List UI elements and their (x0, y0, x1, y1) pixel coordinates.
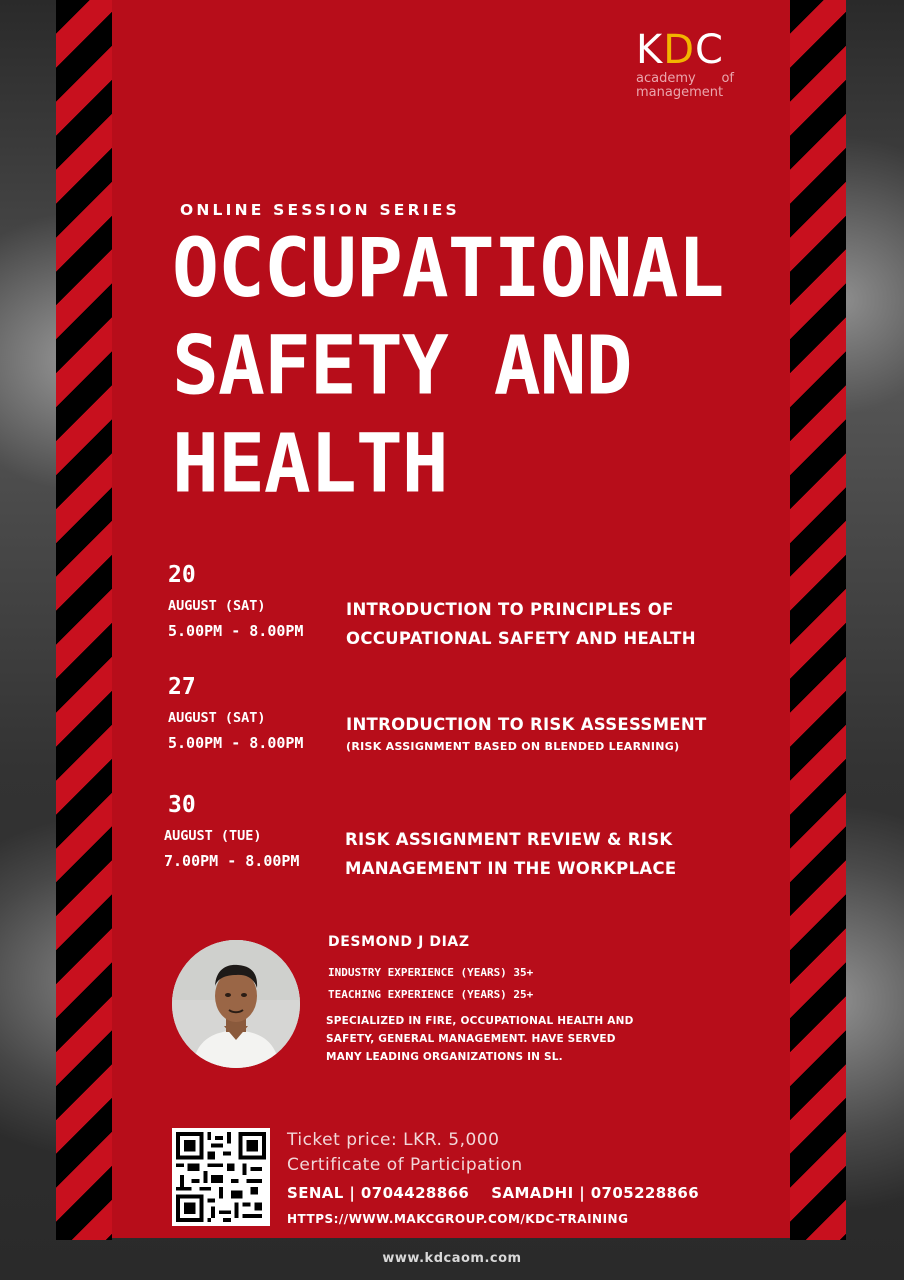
hazard-stripes-left (56, 0, 112, 1240)
session-day: 27 (168, 674, 196, 700)
session-date: AUGUST (SAT) (168, 598, 266, 614)
kdc-logo (636, 28, 746, 100)
session-date: AUGUST (SAT) (168, 710, 266, 726)
speaker-name: DESMOND J DIAZ (328, 934, 470, 950)
hazard-stripes-right (790, 0, 846, 1240)
contact-numbers (287, 1184, 699, 1202)
qr-code-icon[interactable] (172, 1128, 270, 1226)
speaker-photo-icon (172, 940, 300, 1068)
speaker-teaching-experience: TEACHING EXPERIENCE (YEARS) 25+ (328, 988, 534, 1001)
session-topic: INTRODUCTION TO PRINCIPLES OF OCCUPATIONAL SAFETY AND HEALTH (346, 600, 696, 648)
session-note: (RISK ASSIGNMENT BASED ON BLENDED LEARNING) (346, 740, 680, 753)
session-time: 7.00PM - 8.00PM (164, 852, 300, 870)
ticket-info (287, 1128, 523, 1178)
session-topic: INTRODUCTION TO RISK ASSESSMENT (346, 715, 707, 734)
session-topic: RISK ASSIGNMENT REVIEW & RISK MANAGEMENT IN THE WORKPLACE (345, 830, 677, 878)
certificate-text: Certificate of Participation (287, 1155, 523, 1175)
page-title: OCCUPATIONAL SAFETY AND HEALTH (172, 222, 724, 512)
session-day: 20 (168, 562, 196, 588)
contact-samadhi[interactable]: SAMADHI | 0705228866 (491, 1184, 700, 1202)
series-label: ONLINE SESSION SERIES (180, 201, 460, 219)
training-url-link[interactable]: HTTPS://WWW.MAKCGROUP.COM/KDC-TRAINING (287, 1212, 629, 1226)
website-link[interactable]: www.kdcaom.com (382, 1251, 522, 1266)
session-time: 5.00PM - 8.00PM (168, 622, 304, 640)
session-date: AUGUST (TUE) (164, 828, 262, 844)
ticket-price: Ticket price: LKR. 5,000 (287, 1130, 500, 1150)
speaker-avatar (172, 940, 300, 1068)
contact-senal[interactable]: SENAL | 0704428866 (287, 1184, 470, 1202)
session-day: 30 (168, 792, 196, 818)
speaker-bio: SPECIALIZED IN FIRE, OCCUPATIONAL HEALTH AND SAFETY, GENERAL MANAGEMENT. HAVE SERVED MANY LEADING ORGANIZATIONS IN SL. (326, 1015, 634, 1063)
speaker-industry-experience: INDUSTRY EXPERIENCE (YEARS) 35+ (328, 966, 534, 979)
logo-wordmark: KDC (636, 27, 724, 73)
logo-subtitle: academy of management (636, 71, 734, 100)
session-time: 5.00PM - 8.00PM (168, 734, 304, 752)
